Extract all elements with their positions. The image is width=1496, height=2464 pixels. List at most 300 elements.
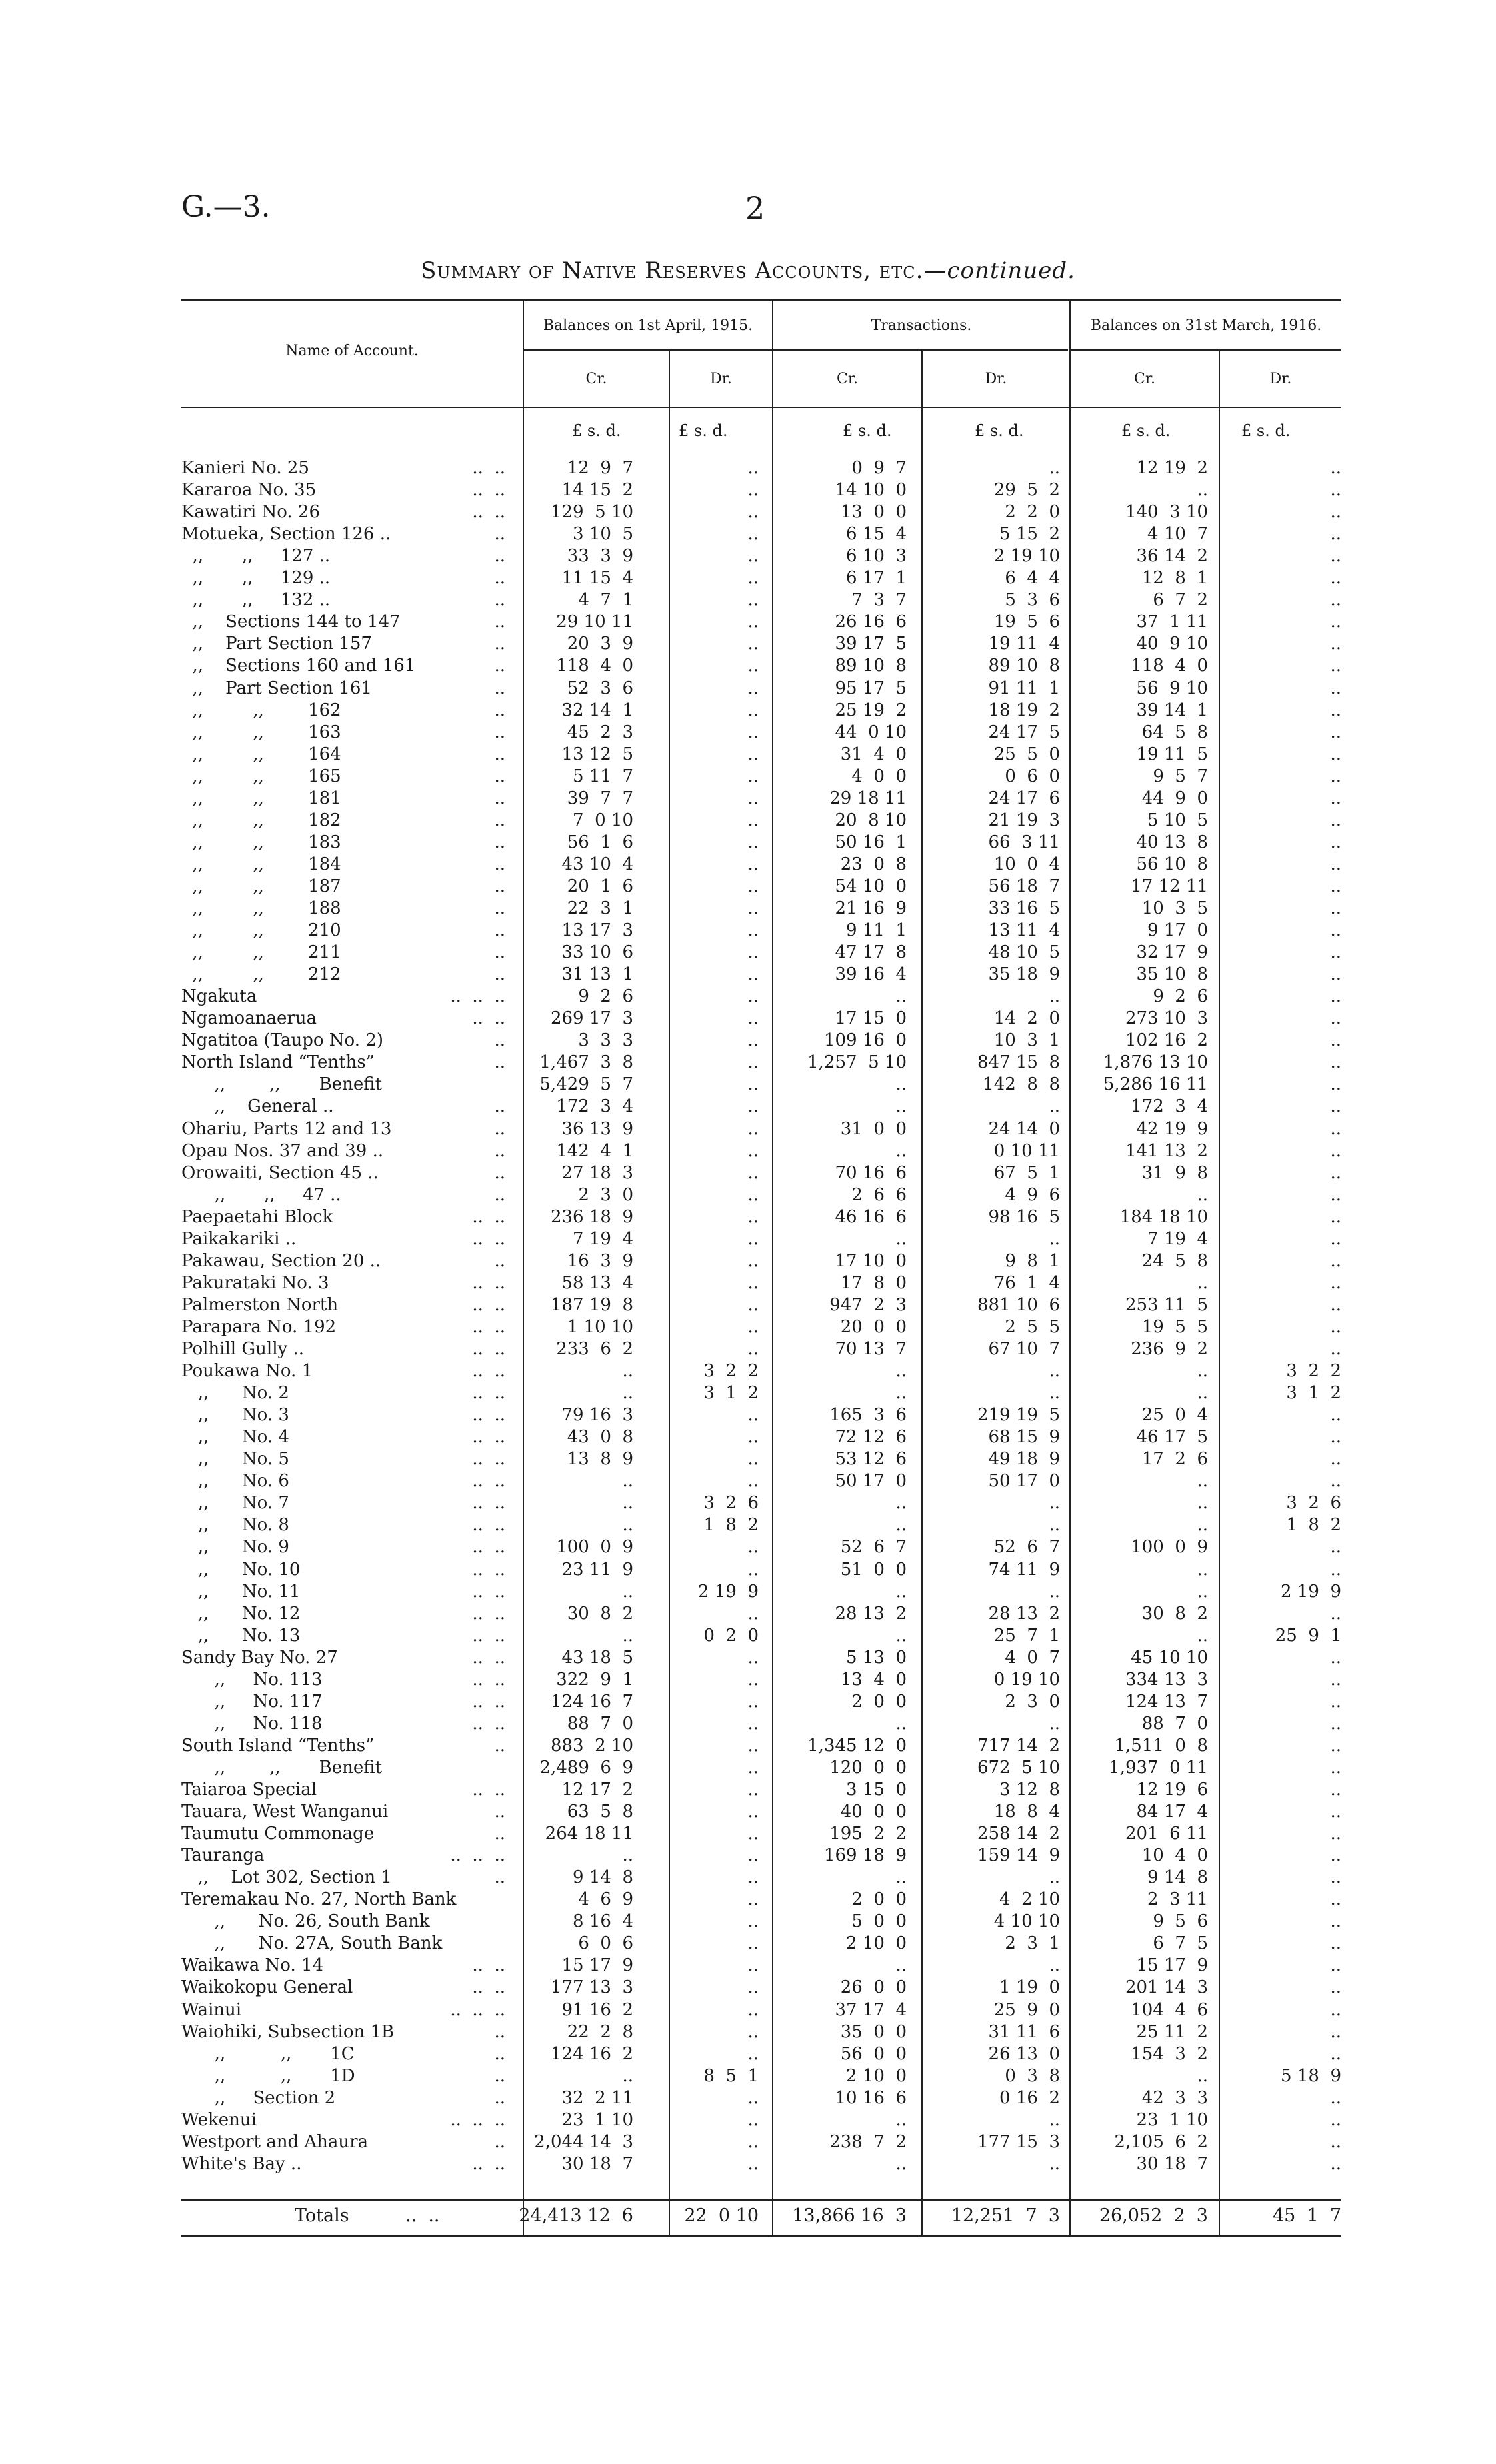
leader-dots: .. .. [472, 1603, 505, 1624]
amount-dr-1916: 5 18 9 [1281, 2065, 1341, 2086]
amount-dr-1915: .. [747, 1933, 759, 1954]
account-name: White's Bay .. [181, 2153, 302, 2174]
amount-dr-1916: .. [1330, 1647, 1341, 1668]
amount-dr-1915: .. [747, 700, 759, 720]
amount-dr-1915: .. [747, 2131, 759, 2152]
amount-cr-transactions: 51 0 0 [840, 1559, 907, 1580]
amount-dr-transactions: 91 11 1 [988, 678, 1060, 698]
amount-dr-transactions: 10 3 1 [993, 1030, 1060, 1051]
amount-dr-1915: .. [747, 1118, 759, 1139]
table-row [0, 986, 1496, 1008]
table-row [0, 567, 1496, 589]
account-name: ,, No. 118 [181, 1713, 323, 1734]
amount-cr-1916: 25 11 2 [1136, 2021, 1208, 2042]
table-row [0, 457, 1496, 479]
amount-cr-1916: 15 17 9 [1136, 1955, 1208, 1976]
amount-dr-1915: .. [747, 2021, 759, 2042]
amount-cr-1916: 39 14 1 [1136, 700, 1208, 720]
amount-dr-transactions: 142 8 8 [983, 1074, 1060, 1095]
amount-dr-1915: .. [747, 986, 759, 1007]
header-bottom-rule [181, 407, 1341, 408]
amount-dr-1916: .. [1330, 1449, 1341, 1470]
amount-cr-1916: 17 12 11 [1131, 876, 1208, 896]
amount-dr-1915: 2 19 9 [698, 1581, 759, 1602]
account-name: Opau Nos. 37 and 39 .. [181, 1140, 384, 1161]
account-name: Paepaetahi Block [181, 1206, 333, 1227]
account-name: ,, ,, 210 [181, 920, 341, 941]
account-name: ,, No. 10 [181, 1559, 301, 1580]
totals-cr-1916: 26,052 2 3 [1099, 2205, 1208, 2226]
amount-cr-transactions: 238 7 2 [829, 2131, 907, 2152]
amount-cr-1916: 40 13 8 [1136, 832, 1208, 852]
col-header-balances-1915: Balances on 1st April, 1915. [543, 317, 753, 334]
amount-dr-1916: .. [1330, 722, 1341, 742]
amount-cr-transactions: 13 4 0 [840, 1669, 907, 1690]
amount-cr-1915: 6 0 6 [578, 1933, 633, 1954]
account-name: ,, No. 5 [181, 1449, 289, 1470]
amount-cr-1915: 30 8 2 [567, 1603, 633, 1624]
amount-cr-1916: .. [1197, 1559, 1208, 1580]
amount-cr-1915: 118 4 0 [556, 656, 633, 676]
amount-cr-1916: 253 11 5 [1125, 1294, 1208, 1315]
amount-dr-transactions: 56 18 7 [988, 876, 1060, 896]
amount-cr-1916: 42 3 3 [1141, 2087, 1208, 2108]
amount-cr-1915: 1 10 10 [567, 1316, 633, 1337]
amount-cr-1915: 30 18 7 [561, 2153, 633, 2174]
amount-cr-1916: 102 16 2 [1125, 1030, 1208, 1051]
unit-label-dr-transactions: £ s. d. [975, 421, 1024, 440]
amount-cr-transactions: 1,257 5 10 [807, 1052, 907, 1073]
amount-dr-1916: .. [1330, 1691, 1341, 1712]
totals-dr-1916: 45 1 7 [1272, 2205, 1341, 2226]
amount-cr-1916: .. [1197, 1515, 1208, 1536]
amount-dr-transactions: 25 7 1 [993, 1625, 1060, 1646]
amount-cr-1915: 79 16 3 [561, 1405, 633, 1426]
amount-dr-1916: .. [1330, 1008, 1341, 1029]
unit-label-cr-transactions: £ s. d. [843, 421, 892, 440]
amount-dr-transactions: .. [1049, 2109, 1060, 2130]
table-row [0, 832, 1496, 854]
amount-dr-1916: .. [1330, 1206, 1341, 1227]
amount-dr-1915: .. [747, 1955, 759, 1976]
amount-cr-1915: 269 17 3 [550, 1008, 633, 1029]
amount-cr-1916: 44 9 0 [1141, 788, 1208, 808]
table-row [0, 1713, 1496, 1735]
amount-dr-1916: .. [1330, 1977, 1341, 1998]
amount-cr-transactions: 70 13 7 [835, 1339, 907, 1359]
leader-dots: .. [494, 1052, 505, 1073]
account-name: Waikawa No. 14 [181, 1955, 324, 1976]
table-row [0, 1118, 1496, 1140]
leader-dots: .. .. [472, 480, 505, 501]
amount-dr-transactions: 0 16 2 [999, 2087, 1060, 2108]
table-row [0, 1514, 1496, 1536]
amount-dr-transactions: 29 5 2 [993, 480, 1060, 501]
amount-cr-1915: 142 4 1 [556, 1140, 633, 1161]
account-name: Taumutu Commonage [181, 1824, 375, 1844]
table-row [0, 678, 1496, 700]
amount-dr-transactions: 177 15 3 [977, 2131, 1060, 2152]
account-name: Kanieri No. 25 [181, 458, 309, 478]
amount-dr-1916: .. [1330, 590, 1341, 611]
amount-cr-1915: 16 3 9 [567, 1250, 633, 1271]
amount-dr-1916: .. [1330, 1030, 1341, 1051]
amount-dr-1916: .. [1330, 1713, 1341, 1734]
leader-dots: .. .. [472, 1361, 505, 1382]
leader-dots: .. .. [472, 1228, 505, 1249]
table-row [0, 1955, 1496, 1977]
header-mid-rule-1916 [1071, 349, 1341, 351]
leader-dots: .. [494, 1096, 505, 1117]
amount-cr-1915: 33 10 6 [561, 942, 633, 963]
amount-dr-1915: .. [747, 1339, 759, 1359]
table-top-rule [181, 299, 1341, 301]
table-row [0, 1096, 1496, 1118]
amount-cr-1915: 177 13 3 [550, 1977, 633, 1998]
amount-dr-1916: .. [1330, 1140, 1341, 1161]
amount-dr-transactions: 0 19 10 [993, 1669, 1060, 1690]
page-title [0, 257, 1496, 284]
account-name: Teremakau No. 27, North Bank [181, 1889, 457, 1910]
account-name: Waiohiki, Subsection 1B [181, 2021, 395, 2042]
table-bottom-rule [181, 2235, 1341, 2237]
table-row [0, 655, 1496, 677]
amount-dr-1915: .. [747, 964, 759, 985]
amount-cr-transactions: 21 16 9 [835, 898, 907, 918]
leader-dots: .. .. [472, 1559, 505, 1580]
leader-dots: .. [494, 1802, 505, 1822]
leader-dots: .. [494, 2043, 505, 2064]
amount-dr-1916: .. [1330, 1867, 1341, 1888]
amount-dr-1916: .. [1330, 612, 1341, 632]
amount-dr-1915: .. [747, 612, 759, 632]
account-name: ,, ,, 181 [181, 788, 341, 808]
amount-dr-1915: .. [747, 1184, 759, 1205]
amount-cr-1916: 84 17 4 [1136, 1802, 1208, 1822]
amount-cr-transactions: 56 0 0 [840, 2043, 907, 2064]
amount-cr-1916: 19 5 5 [1141, 1316, 1208, 1337]
amount-cr-transactions: 25 19 2 [835, 700, 907, 720]
leader-dots: .. .. [472, 1780, 505, 1800]
leader-dots: .. [494, 1867, 505, 1888]
amount-cr-transactions: .. [895, 1515, 907, 1536]
table-row [0, 788, 1496, 810]
account-name: ,, No. 9 [181, 1537, 289, 1558]
col-header-cr-1915: Cr. [585, 371, 607, 387]
amount-cr-1916: .. [1197, 1493, 1208, 1514]
amount-cr-1916: 30 8 2 [1141, 1603, 1208, 1624]
account-name: ,, ,, 132 .. [181, 590, 331, 611]
amount-dr-1915: .. [747, 1669, 759, 1690]
amount-dr-1916: .. [1330, 1184, 1341, 1205]
amount-dr-transactions: 48 10 5 [988, 942, 1060, 963]
amount-cr-1915: 124 16 7 [550, 1691, 633, 1712]
amount-cr-transactions: .. [895, 1140, 907, 1161]
leader-dots: .. [494, 546, 505, 567]
amount-dr-1916: .. [1330, 656, 1341, 676]
amount-cr-transactions: 54 10 0 [835, 876, 907, 896]
account-name: ,, ,, 188 [181, 898, 341, 918]
account-name: ,, ,, 129 .. [181, 568, 331, 589]
amount-dr-1915: .. [747, 1713, 759, 1734]
amount-cr-1916: 6 7 5 [1153, 1933, 1208, 1954]
amount-cr-1915: .. [622, 1581, 633, 1602]
leader-dots: .. .. .. [450, 1846, 505, 1866]
leader-dots: .. .. [472, 1493, 505, 1514]
amount-cr-1915: 4 6 9 [578, 1889, 633, 1910]
account-name: ,, ,, 183 [181, 832, 341, 852]
amount-cr-transactions: 10 16 6 [835, 2087, 907, 2108]
amount-dr-1916: .. [1330, 1955, 1341, 1976]
amount-cr-transactions: 6 17 1 [846, 568, 907, 589]
amount-dr-1915: .. [747, 1780, 759, 1800]
amount-dr-1916: .. [1330, 1272, 1341, 1293]
amount-cr-1915: .. [622, 1846, 633, 1866]
table-row [0, 1470, 1496, 1492]
amount-cr-1915: 27 18 3 [561, 1162, 633, 1183]
table-row [0, 1779, 1496, 1801]
leader-dots: .. [494, 2131, 505, 2152]
amount-cr-1915: 58 13 4 [561, 1272, 633, 1293]
amount-cr-transactions: 2 6 6 [851, 1184, 907, 1205]
table-row [0, 545, 1496, 567]
amount-dr-transactions: 1 19 0 [999, 1977, 1060, 1998]
amount-dr-1916: .. [1330, 1052, 1341, 1073]
amount-cr-1915: 52 3 6 [567, 678, 633, 698]
amount-cr-1915: 20 3 9 [567, 634, 633, 654]
table-row [0, 1977, 1496, 1999]
leader-dots: .. [494, 2021, 505, 2042]
amount-cr-1916: 124 13 7 [1125, 1691, 1208, 1712]
table-row [0, 722, 1496, 744]
amount-dr-transactions: 21 19 3 [988, 810, 1060, 830]
amount-dr-1916: .. [1330, 1427, 1341, 1448]
amount-dr-1916: .. [1330, 766, 1341, 786]
account-name: Tauranga [181, 1846, 265, 1866]
amount-dr-1915: .. [747, 1559, 759, 1580]
amount-dr-1916: .. [1330, 1537, 1341, 1558]
leader-dots: .. .. [472, 1339, 505, 1359]
amount-cr-1915: .. [622, 1361, 633, 1382]
amount-cr-1915: .. [622, 1383, 633, 1404]
table-row [0, 876, 1496, 898]
amount-cr-transactions: 2 0 0 [851, 1889, 907, 1910]
account-name: Motueka, Section 126 .. [181, 524, 391, 545]
leader-dots: .. .. .. [450, 2109, 505, 2130]
amount-dr-1915: .. [747, 524, 759, 545]
amount-dr-transactions: .. [1049, 1581, 1060, 1602]
leader-dots: .. [494, 612, 505, 632]
leader-dots: .. .. [472, 1449, 505, 1470]
table-row [0, 1933, 1496, 1955]
amount-cr-1915: 13 8 9 [567, 1449, 633, 1470]
amount-cr-1916: .. [1197, 480, 1208, 501]
amount-dr-1916: 25 9 1 [1275, 1625, 1341, 1646]
leader-dots: .. .. [472, 1647, 505, 1668]
amount-dr-1915: .. [747, 898, 759, 918]
table-row [0, 1911, 1496, 1933]
table-row [0, 1757, 1496, 1779]
col-header-cr-1916: Cr. [1134, 371, 1155, 387]
amount-cr-1916: .. [1197, 1471, 1208, 1492]
col-header-balances-1916: Balances on 31st March, 1916. [1090, 317, 1322, 334]
amount-dr-1916: 3 2 2 [1286, 1361, 1341, 1382]
amount-dr-transactions: 24 17 5 [988, 722, 1060, 742]
amount-cr-1916: 36 14 2 [1136, 546, 1208, 567]
leader-dots: .. [494, 678, 505, 698]
amount-cr-1915: 23 11 9 [561, 1559, 633, 1580]
amount-dr-transactions: 67 10 7 [988, 1339, 1060, 1359]
amount-cr-1915: 14 15 2 [561, 480, 633, 501]
amount-cr-1915: 29 10 11 [556, 612, 633, 632]
table-row [0, 2109, 1496, 2131]
amount-cr-1916: 37 1 11 [1136, 612, 1208, 632]
table-row [0, 2087, 1496, 2109]
account-name: ,, ,, 211 [181, 942, 341, 963]
table-row [0, 1360, 1496, 1382]
amount-cr-transactions: 31 4 0 [840, 744, 907, 764]
account-name: Ohariu, Parts 12 and 13 [181, 1118, 392, 1139]
amount-dr-transactions: 672 5 10 [977, 1757, 1060, 1778]
table-row [0, 2153, 1496, 2175]
table-row [0, 1030, 1496, 1052]
amount-cr-1916: 236 9 2 [1131, 1339, 1208, 1359]
document-code: G.—3. [181, 190, 271, 224]
account-name: ,, Part Section 161 [181, 678, 372, 698]
amount-cr-1916: 1,937 0 11 [1109, 1757, 1208, 1778]
amount-cr-1915: 187 19 8 [550, 1294, 633, 1315]
amount-cr-transactions: 72 12 6 [835, 1427, 907, 1448]
amount-dr-transactions: 18 19 2 [988, 700, 1060, 720]
amount-dr-1915: .. [747, 2043, 759, 2064]
amount-cr-1916: 154 3 2 [1131, 2043, 1208, 2064]
amount-dr-1915: .. [747, 458, 759, 478]
amount-cr-transactions: 95 17 5 [835, 678, 907, 698]
leader-dots: .. [494, 634, 505, 654]
leader-dots: .. [494, 1118, 505, 1139]
table-row [0, 1492, 1496, 1514]
amount-dr-transactions: 4 0 7 [1005, 1647, 1060, 1668]
leader-dots: .. [494, 568, 505, 589]
amount-cr-1916: .. [1197, 2065, 1208, 2086]
amount-dr-1916: .. [1330, 1074, 1341, 1095]
amount-cr-1916: 118 4 0 [1131, 656, 1208, 676]
account-name: Wainui [181, 1999, 242, 2020]
leader-dots: .. [494, 876, 505, 896]
leader-dots: .. [494, 964, 505, 985]
leader-dots: .. .. [472, 1272, 505, 1293]
amount-cr-transactions: 17 10 0 [835, 1250, 907, 1271]
amount-dr-1916: .. [1330, 502, 1341, 523]
table-row [0, 1382, 1496, 1404]
amount-cr-1916: 40 9 10 [1136, 634, 1208, 654]
table-row [0, 942, 1496, 964]
amount-dr-1915: .. [747, 1074, 759, 1095]
amount-cr-1916: 12 19 6 [1136, 1780, 1208, 1800]
amount-dr-1916: .. [1330, 832, 1341, 852]
table-row [0, 1801, 1496, 1823]
table-row [0, 964, 1496, 986]
amount-dr-1915: .. [747, 1140, 759, 1161]
amount-cr-1915: 236 18 9 [550, 1206, 633, 1227]
amount-cr-1915: 7 19 4 [573, 1228, 633, 1249]
amount-dr-1916: .. [1330, 568, 1341, 589]
amount-cr-transactions: .. [895, 1713, 907, 1734]
amount-cr-1916: 10 3 5 [1141, 898, 1208, 918]
amount-cr-transactions: 53 12 6 [835, 1449, 907, 1470]
amount-cr-1915: 5,429 5 7 [539, 1074, 633, 1095]
leader-dots: .. [494, 942, 505, 963]
amount-dr-1915: .. [747, 1735, 759, 1756]
table-row [0, 1999, 1496, 2021]
leader-dots: .. .. .. [450, 1999, 505, 2020]
amount-dr-1915: .. [747, 876, 759, 896]
account-name: ,, No. 11 [181, 1581, 301, 1602]
amount-dr-1915: 8 5 1 [703, 2065, 759, 2086]
amount-dr-transactions: 9 8 1 [1005, 1250, 1060, 1271]
amount-cr-1915: .. [622, 2065, 633, 2086]
amount-dr-transactions: 35 18 9 [988, 964, 1060, 985]
account-name: Kawatiri No. 26 [181, 502, 321, 523]
amount-cr-1916: 46 17 5 [1136, 1427, 1208, 1448]
table-row [0, 1867, 1496, 1889]
amount-cr-transactions: 7 3 7 [851, 590, 907, 611]
amount-dr-1915: .. [747, 480, 759, 501]
account-name: Polhill Gully .. [181, 1339, 304, 1359]
amount-cr-1915: 2,044 14 3 [534, 2131, 633, 2152]
amount-cr-1915: 1,467 3 8 [539, 1052, 633, 1073]
amount-cr-transactions: .. [895, 1383, 907, 1404]
table-row [0, 2021, 1496, 2043]
table-row [0, 1250, 1496, 1272]
amount-cr-1916: 24 5 8 [1141, 1250, 1208, 1271]
amount-dr-transactions: .. [1049, 458, 1060, 478]
leader-dots: .. [494, 1162, 505, 1183]
table-row [0, 501, 1496, 523]
amount-dr-1915: .. [747, 788, 759, 808]
amount-dr-1916: .. [1330, 1780, 1341, 1800]
leader-dots: .. [494, 524, 505, 545]
amount-dr-1915: .. [747, 1691, 759, 1712]
amount-cr-1916: 10 4 0 [1141, 1846, 1208, 1866]
table-row [0, 1184, 1496, 1206]
account-name: Taiaroa Special [181, 1780, 317, 1800]
amount-cr-1915: 129 5 10 [550, 502, 633, 523]
account-name: ,, No. 27A, South Bank [181, 1933, 443, 1954]
amount-cr-1915: 43 18 5 [561, 1647, 633, 1668]
amount-cr-transactions: 17 15 0 [835, 1008, 907, 1029]
leader-dots: .. [494, 722, 505, 742]
amount-cr-transactions: 26 16 6 [835, 612, 907, 632]
amount-dr-1916: .. [1330, 1316, 1341, 1337]
amount-dr-1915: .. [747, 502, 759, 523]
amount-dr-transactions: .. [1049, 1713, 1060, 1734]
amount-cr-1915: 32 2 11 [561, 2087, 633, 2108]
col-header-dr-transactions: Dr. [985, 371, 1007, 387]
amount-cr-1916: .. [1197, 1272, 1208, 1293]
amount-cr-1915: 9 2 6 [578, 986, 633, 1007]
amount-cr-1915: 39 7 7 [567, 788, 633, 808]
amount-cr-1916: 56 9 10 [1136, 678, 1208, 698]
table-row [0, 1691, 1496, 1713]
amount-cr-1915: 124 16 2 [550, 2043, 633, 2064]
amount-dr-transactions: 2 2 0 [1005, 502, 1060, 523]
amount-dr-transactions: .. [1049, 986, 1060, 1007]
amount-cr-1915: 45 2 3 [567, 722, 633, 742]
amount-dr-1915: .. [747, 1030, 759, 1051]
account-name: ,, Section 2 [181, 2087, 336, 2108]
amount-cr-transactions: 39 16 4 [835, 964, 907, 985]
